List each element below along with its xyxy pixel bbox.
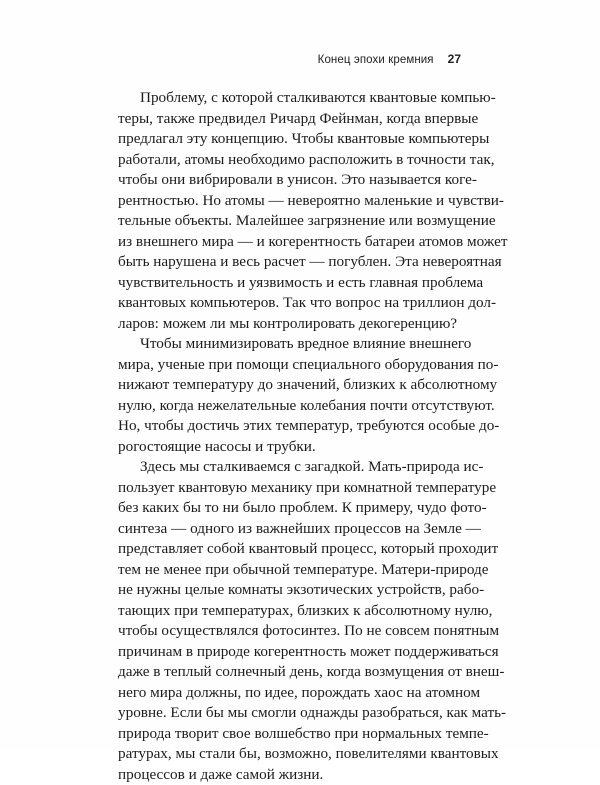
text-line: чтобы осуществлялся фотосинтез. По не совсем понятным [118,621,461,642]
text-line: нулю, когда нежелательные колебания почти отсутствуют. [118,396,461,417]
text-line: из внешнего мира — и когерентность батареи атомов может [118,232,461,253]
paragraph [118,457,461,785]
text-line: даже в теплый солнечный день, когда возмущения от внеш- [118,662,461,683]
text-line: предлагал эту концепцию. Чтобы квантовые компьютеры [118,129,461,150]
text-line: чувствительность и уязвимость и есть главная проблема [118,273,461,294]
text-line: теры, также предвидел Ричард Фейнман, когда впервые [118,109,461,130]
text-line: тем не менее при обычной температуре. Матери-природе [118,560,461,581]
text-line: не нужны целые комнаты экзотических устройств, рабо- [118,580,461,601]
text-line: него мира должны, по идее, порождать хаос на атомном [118,683,461,704]
text-line: ратурах, мы стали бы, возможно, повелителями квантовых [118,744,461,765]
page-number: 27 [448,52,461,66]
text-line: Здесь мы сталкиваемся с загадкой. Мать-природа ис- [118,457,461,478]
running-title: Конец эпохи кремния [318,54,434,66]
body-text [118,88,461,785]
text-line: природа творит свое волшебство при нормальных темпе- [118,724,461,745]
text-line: Но, чтобы достичь этих температур, требуются особые до- [118,416,461,437]
text-line: без каких бы то ни было проблем. К примеру, чудо фото- [118,498,461,519]
text-line: пользует квантовую механику при комнатной температуре [118,478,461,499]
text-line: процессов и даже самой жизни. [118,765,461,785]
text-line: Чтобы минимизировать вредное влияние внешнего [118,334,461,355]
text-line: нижают температуру до значений, близких к абсолютному [118,375,461,396]
text-line: работали, атомы необходимо расположить в точности так, [118,150,461,171]
text-line: синтеза — одного из важнейших процессов на Земле — [118,519,461,540]
paragraph [118,88,461,334]
text-line: рентностью. Но атомы — невероятно маленькие и чувстви- [118,191,461,212]
text-line: причинам в природе когерентность может поддерживаться [118,642,461,663]
running-head [318,52,461,66]
text-line: квантовых компьютеров. Так что вопрос на триллион дол- [118,293,461,314]
text-line: уровне. Если бы мы смогли однажды разобраться, как мать- [118,703,461,724]
text-line: рогостоящие насосы и трубки. [118,437,461,458]
text-line: Проблему, с которой сталкиваются квантовые компью- [118,88,461,109]
text-line: тающих при температурах, близких к абсолютному нулю, [118,601,461,622]
text-line: тельные объекты. Малейшее загрязнение или возмущение [118,211,461,232]
text-line: быть нарушена и весь расчет — погублен. Эта невероятная [118,252,461,273]
text-line: представляет собой квантовый процесс, который проходит [118,539,461,560]
text-line: ларов: можем ли мы контролировать декогеренцию? [118,314,461,335]
text-line: мира, ученые при помощи специального оборудования по- [118,355,461,376]
paragraph [118,334,461,457]
text-line: чтобы они вибрировали в унисон. Это называется коге- [118,170,461,191]
